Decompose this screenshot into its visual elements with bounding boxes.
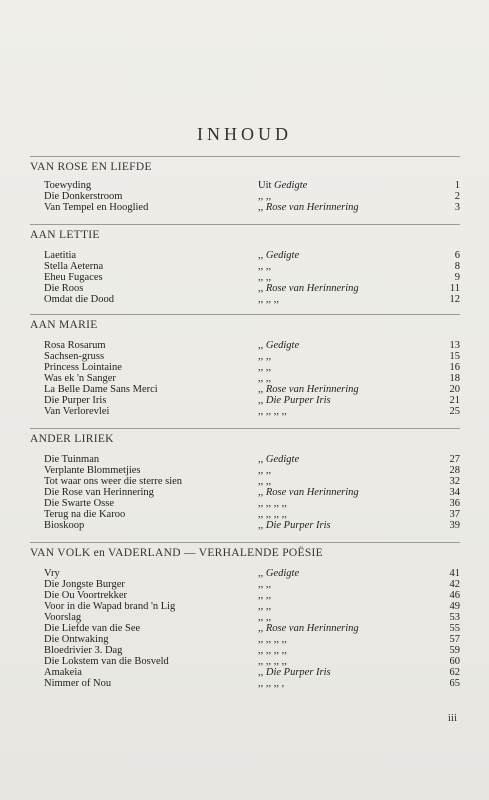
entry-source: ,, Rose van Herinnering: [258, 384, 359, 395]
entry-page: 57: [449, 634, 460, 645]
toc-entry: [30, 656, 460, 667]
toc-entry: [30, 520, 460, 531]
section-heading: AAN MARIE: [30, 319, 98, 331]
section-heading: AAN LETTIE: [30, 229, 100, 241]
entry-page: 12: [449, 294, 460, 305]
toc-entry: [30, 261, 460, 272]
entry-source: ,, Rose van Herinnering: [258, 283, 359, 294]
entry-source: ,, ,, ,, ,,: [258, 498, 287, 509]
toc-entry: [30, 250, 460, 261]
page-title: INHOUD: [197, 124, 292, 144]
toc-entry: [30, 509, 460, 520]
entry-source: ,, ,, ,, ,,: [258, 406, 287, 417]
entry-title: Die Jongste Burger: [44, 579, 125, 590]
page-folio: iii: [447, 712, 457, 724]
section-van-volk-en-vaderland: [30, 547, 460, 689]
entry-title: La Belle Dame Sans Merci: [44, 384, 158, 395]
toc-entry: [30, 283, 460, 294]
entry-source: ,, Rose van Herinnering: [258, 487, 359, 498]
toc-entry: [30, 667, 460, 678]
entry-page: 60: [449, 656, 460, 667]
entry-title: Princess Lointaine: [44, 362, 122, 373]
entry-title: Die Rose van Herinnering: [44, 487, 154, 498]
entry-title: Bioskoop: [44, 520, 85, 531]
entry-source: ,, ,, ,, ,,: [258, 634, 287, 645]
entry-source: ,, Die Purper Iris: [258, 395, 331, 406]
entry-source: ,, Gedigte: [258, 568, 300, 579]
entry-source: ,, ,, ,, ,,: [258, 645, 287, 656]
entry-page: 21: [449, 395, 460, 406]
toc-entry: [30, 498, 460, 509]
toc-entry: [30, 180, 460, 191]
entry-page: 36: [449, 498, 460, 509]
entry-title: Die Roos: [44, 283, 84, 294]
entry-source: ,, Die Purper Iris: [258, 520, 331, 531]
entry-page: 25: [449, 406, 460, 417]
entry-page: 15: [449, 351, 460, 362]
entry-title: Toewyding: [44, 180, 92, 191]
entry-title: Laetitia: [44, 250, 77, 261]
entry-title: Terug na die Karoo: [44, 509, 126, 520]
entry-source: ,, ,,: [258, 476, 272, 487]
entry-title: Die Donkerstroom: [44, 191, 123, 202]
entry-title: Voor in die Wapad brand 'n Lig: [44, 601, 176, 612]
entry-page: 49: [449, 601, 460, 612]
toc-entry: [30, 272, 460, 283]
section-aan-lettie: [30, 229, 460, 305]
entry-title: Die Tuinman: [44, 454, 100, 465]
toc-entry: [30, 373, 460, 384]
entry-title: Stella Aeterna: [44, 261, 104, 272]
entry-source: ,, ,,: [258, 373, 272, 384]
entry-source: ,, ,,: [258, 362, 272, 373]
entry-page: 16: [449, 362, 460, 373]
entry-source: ,, ,,: [258, 465, 272, 476]
entry-page: 9: [454, 272, 460, 283]
entry-title: Die Liefde van die See: [44, 623, 141, 634]
entry-page: 8: [454, 261, 460, 272]
section-heading: ANDER LIRIEK: [30, 433, 114, 445]
entry-title: Van Tempel en Hooglied: [44, 202, 149, 213]
toc-entry: [30, 579, 460, 590]
entry-title: Tot waar ons weer die sterre sien: [44, 476, 183, 487]
entry-page: 34: [449, 487, 460, 498]
section-rule: [30, 224, 460, 225]
entry-source: ,, ,, ,, ,,: [258, 509, 287, 520]
entry-source: ,, Rose van Herinnering: [258, 202, 359, 213]
entry-source: ,, Gedigte: [258, 340, 300, 351]
entry-page: 46: [449, 590, 460, 601]
entry-page: 6: [454, 250, 460, 261]
entry-page: 1: [454, 180, 460, 191]
entry-source: ,, ,,: [258, 590, 272, 601]
entry-source: ,, ,, ,, ,: [258, 678, 285, 689]
entry-source: ,, ,,: [258, 579, 272, 590]
entry-page: 59: [449, 645, 460, 656]
entry-page: 65: [449, 678, 460, 689]
toc-entry: [30, 191, 460, 202]
entry-source: ,, Rose van Herinnering: [258, 623, 359, 634]
entry-source: ,, ,, ,,: [258, 294, 279, 305]
entry-page: 62: [449, 667, 460, 678]
section-rule: [30, 428, 460, 429]
toc-entry: [30, 678, 460, 689]
toc-entry: [30, 601, 460, 612]
toc-entry: [30, 454, 460, 465]
toc-entry: [30, 384, 460, 395]
entry-title: Voorslag: [44, 612, 82, 623]
entry-source: ,, Gedigte: [258, 454, 300, 465]
entry-source: Uit Gedigte: [258, 180, 308, 191]
entry-title: Nimmer of Nou: [44, 678, 112, 689]
entry-title: Die Swarte Osse: [44, 498, 114, 509]
entry-title: Die Ou Voortrekker: [44, 590, 128, 601]
entry-page: 55: [449, 623, 460, 634]
entry-title: Die Ontwaking: [44, 634, 109, 645]
entry-title: Was ek 'n Sanger: [44, 373, 116, 384]
entry-page: 3: [454, 202, 460, 213]
toc-entry: [30, 590, 460, 601]
toc-entry: [30, 340, 460, 351]
section-heading: VAN VOLK en VADERLAND — VERHALENDE POËSIE: [30, 547, 323, 559]
entry-source: ,, ,,: [258, 272, 272, 283]
section-rule: [30, 542, 460, 543]
entry-title: Die Lokstem van die Bosveld: [44, 656, 169, 667]
entry-page: 2: [454, 191, 460, 202]
toc-entry: [30, 476, 460, 487]
section-van-rose-en-liefde: [30, 161, 460, 213]
entry-page: 28: [449, 465, 460, 476]
entry-page: 20: [449, 384, 460, 395]
entry-page: 53: [449, 612, 460, 623]
entry-source: ,, Gedigte: [258, 250, 300, 261]
toc-entry: [30, 465, 460, 476]
toc-entry: [30, 487, 460, 498]
entry-source: ,, ,,: [258, 601, 272, 612]
entry-page: 42: [449, 579, 460, 590]
entry-title: Eheu Fugaces: [44, 272, 103, 283]
entry-page: 41: [449, 568, 460, 579]
entry-source: ,, ,,: [258, 351, 272, 362]
entry-title: Die Purper Iris: [44, 395, 107, 406]
toc-entry: [30, 612, 460, 623]
entry-title: Bloedrivier 3. Dag: [44, 645, 123, 656]
entry-page: 39: [449, 520, 460, 531]
entry-page: 11: [449, 283, 460, 294]
entry-source: ,, Die Purper Iris: [258, 667, 331, 678]
entry-title: Omdat die Dood: [44, 294, 114, 305]
section-heading: VAN ROSE EN LIEFDE: [30, 161, 152, 173]
section-rule: [30, 156, 460, 157]
toc-entry: [30, 362, 460, 373]
toc-entry: [30, 294, 460, 305]
entry-source: ,, ,,: [258, 612, 272, 623]
section-ander-liriek: [30, 433, 460, 531]
section-aan-marie: [30, 319, 460, 417]
toc-entry: [30, 623, 460, 634]
entry-page: 18: [449, 373, 460, 384]
entry-page: 27: [449, 454, 460, 465]
entry-title: Van Verlorevlei: [44, 406, 110, 417]
entry-page: 13: [449, 340, 460, 351]
toc-entry: [30, 406, 460, 417]
entry-source: ,, ,,: [258, 261, 272, 272]
entry-title: Vry: [44, 568, 60, 579]
toc-entry: [30, 568, 460, 579]
entry-page: 32: [449, 476, 460, 487]
entry-source: ,, ,,: [258, 191, 272, 202]
toc-entry: [30, 395, 460, 406]
entry-source: ,, ,, ,, ,,: [258, 656, 287, 667]
toc-entry: [30, 202, 460, 213]
entry-title: Verplante Blommetjies: [44, 465, 141, 476]
entry-page: 37: [449, 509, 460, 520]
toc-entry: [30, 351, 460, 362]
toc-entry: [30, 634, 460, 645]
entry-title: Amakeia: [44, 667, 82, 678]
entry-title: Sachsen-gruss: [44, 351, 105, 362]
toc-entry: [30, 645, 460, 656]
section-rule: [30, 314, 460, 315]
entry-title: Rosa Rosarum: [44, 340, 106, 351]
